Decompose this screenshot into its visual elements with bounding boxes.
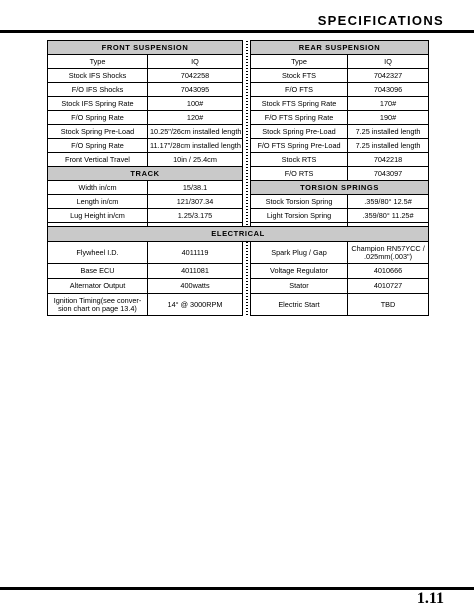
front-suspension-label: Stock IFS Spring Rate	[48, 97, 148, 111]
electrical-value: 4010666	[348, 264, 429, 279]
torsion-springs-value: .359/80° 11.25#	[348, 209, 429, 223]
front-suspension-value: 7042258	[148, 69, 243, 83]
electrical-table	[47, 226, 429, 316]
electrical-label: Electric Start	[251, 294, 348, 316]
rear-suspension-label: F/O FTS Spring Pre-Load	[251, 139, 348, 153]
track-value: 121/307.34	[148, 195, 243, 209]
rear-suspension-label: Stock Spring Pre-Load	[251, 125, 348, 139]
rear-suspension-value: 170#	[348, 97, 429, 111]
electrical-header: ELECTRICAL	[48, 227, 429, 242]
electrical-label: Base ECU	[48, 264, 148, 279]
torsion-springs-label: Light Torsion Spring	[251, 209, 348, 223]
table-row	[48, 153, 429, 167]
electrical-value: 4011081	[148, 264, 243, 279]
electrical-body	[48, 227, 429, 316]
table-row	[48, 139, 429, 153]
rear-suspension-label: Stock FTS	[251, 69, 348, 83]
front-suspension-value: 11.17"/28cm installed length	[148, 139, 243, 153]
rear-suspension-label: F/O FTS	[251, 83, 348, 97]
electrical-label: Stator	[251, 279, 348, 294]
table-row	[48, 279, 429, 294]
front-suspension-header: FRONT SUSPENSION	[48, 41, 243, 55]
front-suspension-value: 10.25"/26cm installed length	[148, 125, 243, 139]
table-row	[48, 167, 429, 181]
front-suspension-value: 120#	[148, 111, 243, 125]
track-label: Width in/cm	[48, 181, 148, 195]
rear-suspension-value: 7042327	[348, 69, 429, 83]
rear-suspension-value: IQ	[348, 55, 429, 69]
rear-suspension-header: REAR SUSPENSION	[251, 41, 429, 55]
front-suspension-value: 10in / 25.4cm	[148, 153, 243, 167]
footer-rule	[0, 587, 474, 590]
rear-suspension-value: 7.25 installed length	[348, 139, 429, 153]
electrical-value: 4011119	[148, 242, 243, 264]
table-row	[48, 181, 429, 195]
rear-suspension-value: 7043097	[348, 167, 429, 181]
front-suspension-label: Front Vertical Travel	[48, 153, 148, 167]
rear-suspension-label: F/O FTS Spring Rate	[251, 111, 348, 125]
front-suspension-value: 7043095	[148, 83, 243, 97]
suspension-track-body	[48, 41, 429, 237]
table-row	[48, 69, 429, 83]
page-title: SPECIFICATIONS	[317, 13, 444, 28]
front-suspension-label: F/O IFS Shocks	[48, 83, 148, 97]
electrical-label: Flywheel I.D.	[48, 242, 148, 264]
front-suspension-label: Type	[48, 55, 148, 69]
front-suspension-label: Stock IFS Shocks	[48, 69, 148, 83]
torsion-springs-label: Stock Torsion Spring	[251, 195, 348, 209]
electrical-value: 4010727	[348, 279, 429, 294]
track-header: TRACK	[48, 167, 243, 181]
front-suspension-label: F/O Spring Rate	[48, 111, 148, 125]
electrical-label: Voltage Regulator	[251, 264, 348, 279]
rear-suspension-label: F/O RTS	[251, 167, 348, 181]
rear-suspension-label: Stock FTS Spring Rate	[251, 97, 348, 111]
table-row	[48, 227, 429, 242]
rear-suspension-label: Stock RTS	[251, 153, 348, 167]
column-divider	[243, 41, 251, 237]
table-row	[48, 242, 429, 264]
header-rule	[0, 30, 474, 33]
table-row	[48, 111, 429, 125]
page-number: 1.11	[416, 590, 444, 607]
front-suspension-label: F/O Spring Rate	[48, 139, 148, 153]
electrical-label: Alternator Output	[48, 279, 148, 294]
rear-suspension-value: 190#	[348, 111, 429, 125]
table-row	[48, 209, 429, 223]
table-row	[48, 97, 429, 111]
electrical-label: Spark Plug / Gap	[251, 242, 348, 264]
table-row	[48, 41, 429, 55]
electrical-value: Champion RN57YCC / .025mm(.003")	[348, 242, 429, 264]
rear-suspension-value: 7043096	[348, 83, 429, 97]
electrical-value: 400watts	[148, 279, 243, 294]
suspension-track-table	[47, 40, 429, 237]
table-row	[48, 83, 429, 97]
table-row	[48, 264, 429, 279]
torsion-springs-value: .359/80° 12.5#	[348, 195, 429, 209]
column-divider	[243, 242, 251, 316]
track-label: Length in/cm	[48, 195, 148, 209]
rear-suspension-value: 7.25 installed length	[348, 125, 429, 139]
rear-suspension-label: Type	[251, 55, 348, 69]
front-suspension-value: IQ	[148, 55, 243, 69]
electrical-value: TBD	[348, 294, 429, 316]
table-row	[48, 195, 429, 209]
table-row	[48, 125, 429, 139]
front-suspension-value: 100#	[148, 97, 243, 111]
torsion-springs-header: TORSION SPRINGS	[251, 181, 429, 195]
table-row	[48, 294, 429, 316]
rear-suspension-value: 7042218	[348, 153, 429, 167]
track-value: 1.25/3.175	[148, 209, 243, 223]
front-suspension-label: Stock Spring Pre-Load	[48, 125, 148, 139]
track-value: 15/38.1	[148, 181, 243, 195]
electrical-value: 14° @ 3000RPM	[148, 294, 243, 316]
track-label: Lug Height in/cm	[48, 209, 148, 223]
table-row	[48, 55, 429, 69]
electrical-label: Ignition Timing(see conver-sion chart on page 13.4)	[48, 294, 148, 316]
